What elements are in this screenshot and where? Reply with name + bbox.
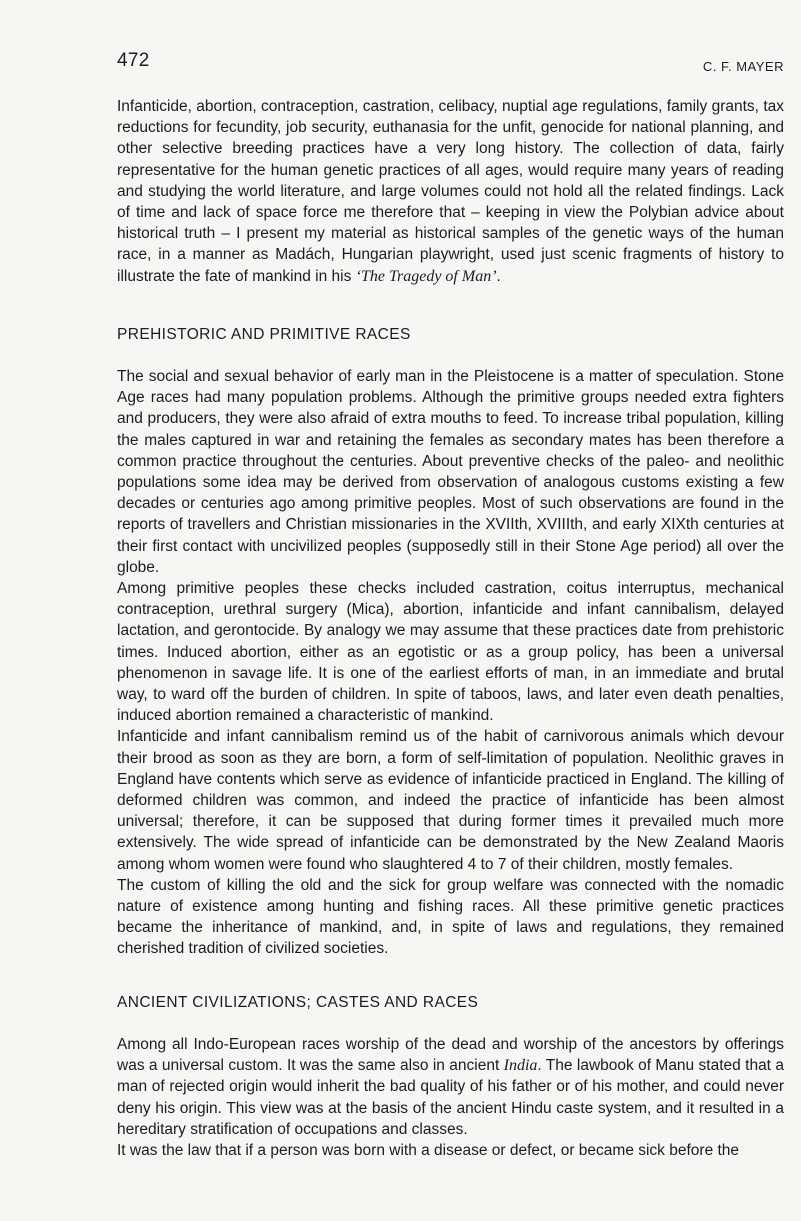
paragraph: It was the law that if a person was born with a disease or defect, or became sick before the [117, 1142, 740, 1160]
paragraph: The custom of killing the old and the sick for group welfare was connected with the nomadic nature of existence among hunting and fishing races. All these primitive genetic practices became the inheritance of mankind, and, in spite of laws and regulations, they remained cherished tradition of civilized societies. [117, 876, 784, 958]
paragraph: Among all Indo-European races worship of the dead and worship of the ancestors by offerings was a universal custom. It was the same also in ancient India. The lawbook of Manu stated that a man of rejected origin would inherit the bad quality of his father or of his mother, and could never deny his origin. This view was at the basis of the ancient Hindu caste system, and it resulted in a hereditary stratification of occupations and classes. [117, 1036, 784, 1138]
paragraph: The social and sexual behavior of early man in the Pleistocene is a matter of speculation. Stone Age races had many population problems. Although the primitive groups needed extra fighters and producers, they were also afraid of extra mouths to feed. To increase tribal population, killing the males captured in war and retaining the females as secondary mates has been therefore a common practice throughout the centuries. About preventive checks of the paleo- and neolithic populations some idea may be derived from observation of analogous customs existing a few decades or centuries ago among primitive peoples. Most of such observations are found in the reports of travellers and Christian missionaries in the XVIIth, XVIIIth, and early XIXth centuries at their first contact with uncivilized peoples (supposedly still in their Stone Age period) all over the globe. [117, 368, 784, 576]
section-heading-ancient: ANCIENT CIVILIZATIONS; CASTES AND RACES [117, 994, 479, 1011]
place-name: India [503, 1057, 538, 1075]
intro-section [117, 96, 784, 287]
paragraph: Infanticide and infant cannibalism remind us of the habit of carnivorous animals which devour their brood as soon as they are born, a form of self-limitation of population. Neolithic graves in England have contents which serve as evidence of infanticide practiced in England. The killing of deformed children was common, and indeed the practice of infanticide has been almost universal; therefore, it can be supposed that during former times it prevailed much more extensively. The wide spread of infanticide can be demonstrated by the New Zealand Maoris among whom women were found who slaughtered 4 to 7 of their children, mostly females. [117, 728, 784, 873]
intro-end: . [496, 267, 501, 285]
paragraph: Among primitive peoples these checks included castration, coitus interruptus, mechanical contraception, urethral surgery (Mica), abortion, infanticide and infant cannibalism, delayed lactation, and gerontocide. By analogy we may assume that these practices date from prehistoric times. Induced abortion, either as an egotistic or as a group policy, has been a universal phenomenon in savage life. It is one of the earliest efforts of man, in an immediate and brutal way, to ward off the burden of children. In spite of taboos, laws, and later even death penalties, induced abortion remained a characteristic of mankind. [117, 580, 784, 725]
page-number: 472 [117, 50, 150, 71]
running-head-author: C. F. MAYER [702, 59, 784, 74]
section-prehistoric-body [117, 366, 784, 960]
work-title: ‘The Tragedy of Man’ [355, 267, 497, 285]
section-heading-prehistoric: PREHISTORIC AND PRIMITIVE RACES [117, 326, 411, 343]
intro-paragraph [117, 96, 784, 287]
section-ancient-body [117, 1034, 784, 1161]
page-header [117, 50, 784, 76]
intro-text: Infanticide, abortion, contraception, castration, celibacy, nuptial age regulations, family grants, tax reductions for fecundity, job security, euthanasia for the unfit, genocide for national planning, and other selective breeding practices have a very long history. The collection of data, fairly representative for the human genetic practices of all ages, would require many years of reading and studying the world literature, and large volumes could not hold all the related findings. Lack of time and lack of space force me therefore that – keeping in view the Polybian advice about historical truth – I present my material as historical samples of the genetic ways of the human race, in a manner as Madách, Hungarian playwright, used just scenic fragments of history to illustrate the fate of mankind in his [117, 98, 784, 285]
